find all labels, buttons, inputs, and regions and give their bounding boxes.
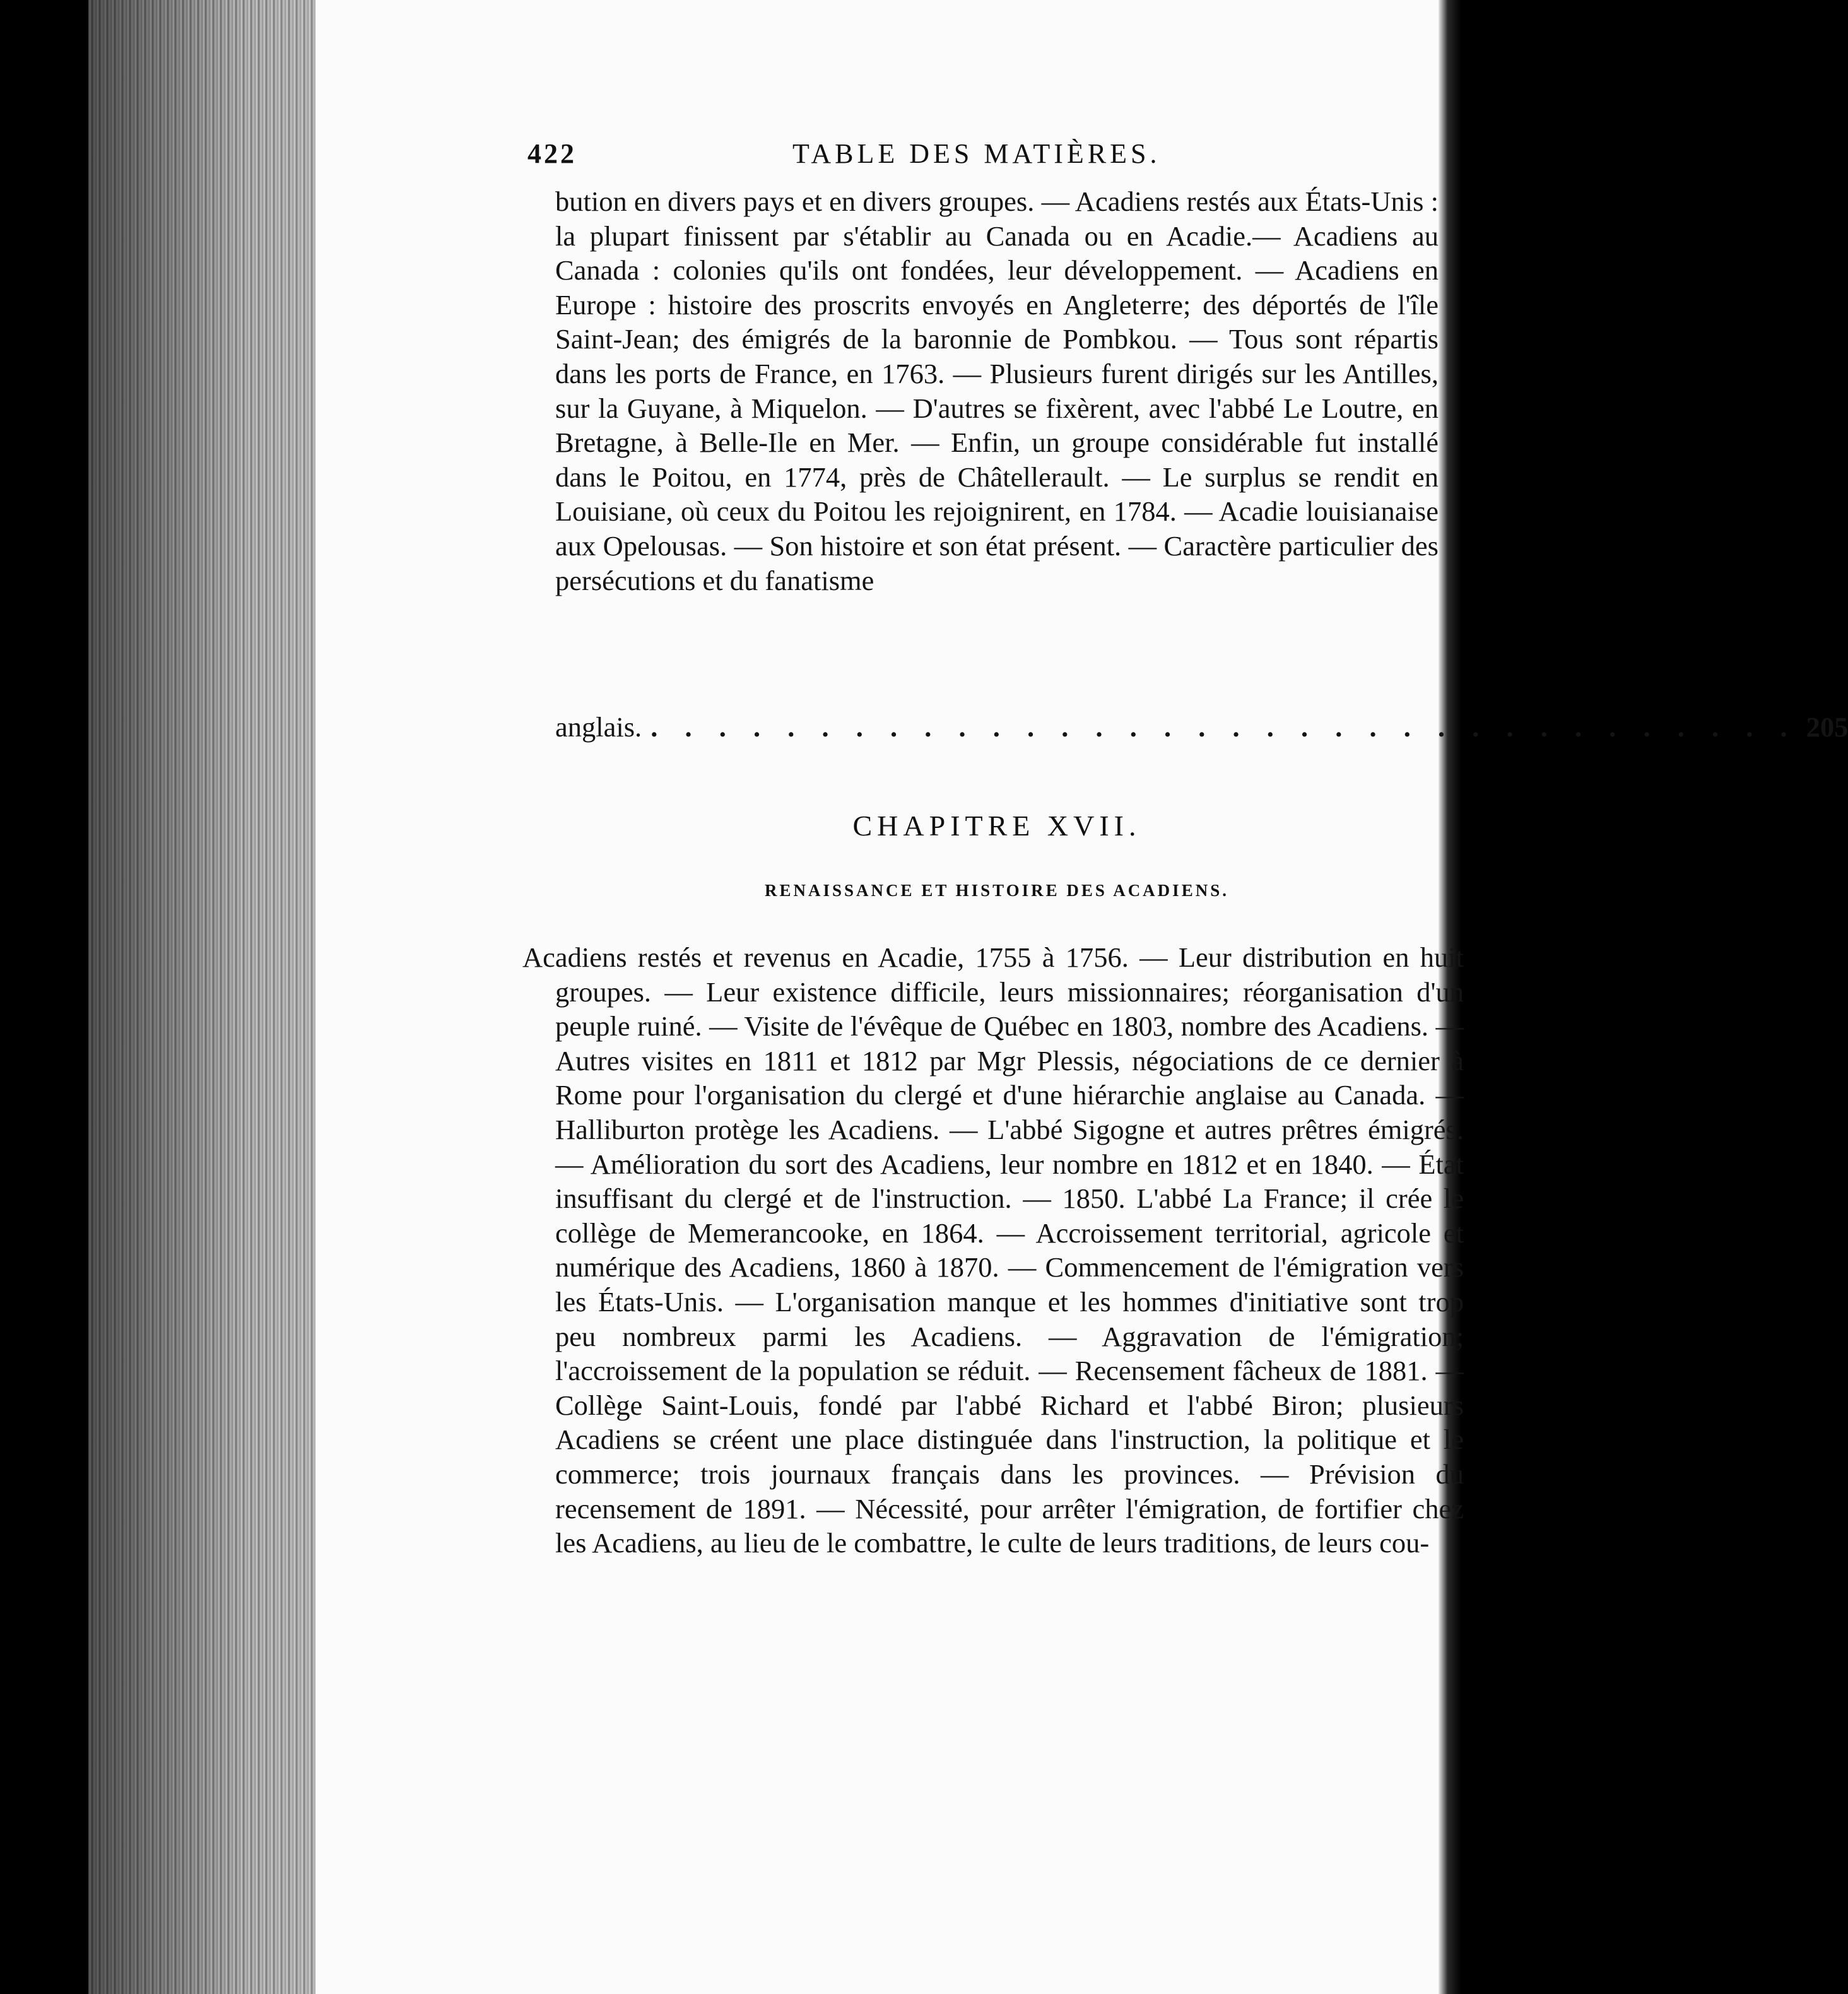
page-number: 422 <box>527 138 577 169</box>
page-edge-shadow <box>88 0 353 1994</box>
chapter-16-summary: bution en divers pays et en divers groupes. — Acadiens restés aux États-Unis : la plupart finissent par s'établir au Canada ou en Acadie.— Acadiens au Canada : colonies qu'ils ont fondées, leur développement. — Acadiens en Europe : histoire des proscrits envoyés en Angleterre; des déportés de l'île Saint-Jean; des émigrés de la baronnie de Pombkou. — Tous sont répartis dans les ports de France, en 1763. — Plusieurs furent dirigés sur les Antilles, sur la Guyane, à Miquelon. — D'autres se fixèrent, avec l'abbé Le Loutre, en Bretagne, à Belle-Ile en Mer. — Enfin, un groupe considérable fut installé dans le Poitou, en 1774, près de Châtellerault. — Le surplus se rendit en Louisiane, où ceux du Poitou les rejoignirent, en 1784. — Acadie louisianaise aux Opelousas. — Son histoire et son état présent. — Caractère particulier des persécutions et du fanatisme <box>555 186 1439 596</box>
chapter-17-subtitle: RENAISSANCE ET HISTOIRE DES ACADIENS. <box>765 881 1229 900</box>
chapter-17-summary: Acadiens restés et revenus en Acadie, 1755 à 1756. — Leur distribution en huit groupes. — Leur existence difficile, leurs missionnaires; réorganisation d'un peuple ruiné. — Visite de l'évêque de Québec en 1803, nombre des Acadiens. — Autres visites en 1811 et 1812 par Mgr Plessis, négociations de ce dernier à Rome pour l'organisation du clergé et d'une hiérarchie anglaise au Canada. — Halliburton protège les Acadiens. — L'abbé Sigogne et autres prêtres émigrés. — Amélioration du sort des Acadiens, leur nombre en 1812 et en 1840. — État insuffisant du clergé et de l'instruction. — 1850. L'abbé La France; il crée le collège de Memerancooke, en 1864. — Accroissement territorial, agricole et numérique des Acadiens, 1860 à 1870. — Commencement de l'émigration vers les États-Unis. — L'organisation manque et les hommes d'initiative sont trop peu nombreux parmi les Acadiens. — Aggravation de l'émigration; l'accroissement de la population se réduit. — Recensement fâcheux de 1881. — Collège Saint-Louis, fondé par l'abbé Richard et l'abbé Biron; plusieurs Acadiens se créent une place distinguée dans l'instruction, la politique et le commerce; trois journaux français dans les provinces. — Prévision du recensement de 1891. — Nécessité, pour arrêter l'émigration, de fortifier chez les Acadiens, au lieu de le combattre, le culte de leurs traditions, de leurs cou- <box>522 941 1464 1559</box>
running-title: TABLE DES MATIÈRES. <box>792 138 1161 169</box>
page-header <box>527 138 1436 175</box>
chapter-16-last-line: anglais. <box>555 711 642 743</box>
leader-dots: . . . . . . . . . . . . . . . . . . . . . . . . . . . . . . . . . . <box>650 711 1798 743</box>
chapter-17-heading: CHAPITRE XVII. <box>852 810 1141 842</box>
chapter-16-toc-line <box>555 711 1848 743</box>
chapter-16-page-ref: 205 <box>1806 711 1848 743</box>
